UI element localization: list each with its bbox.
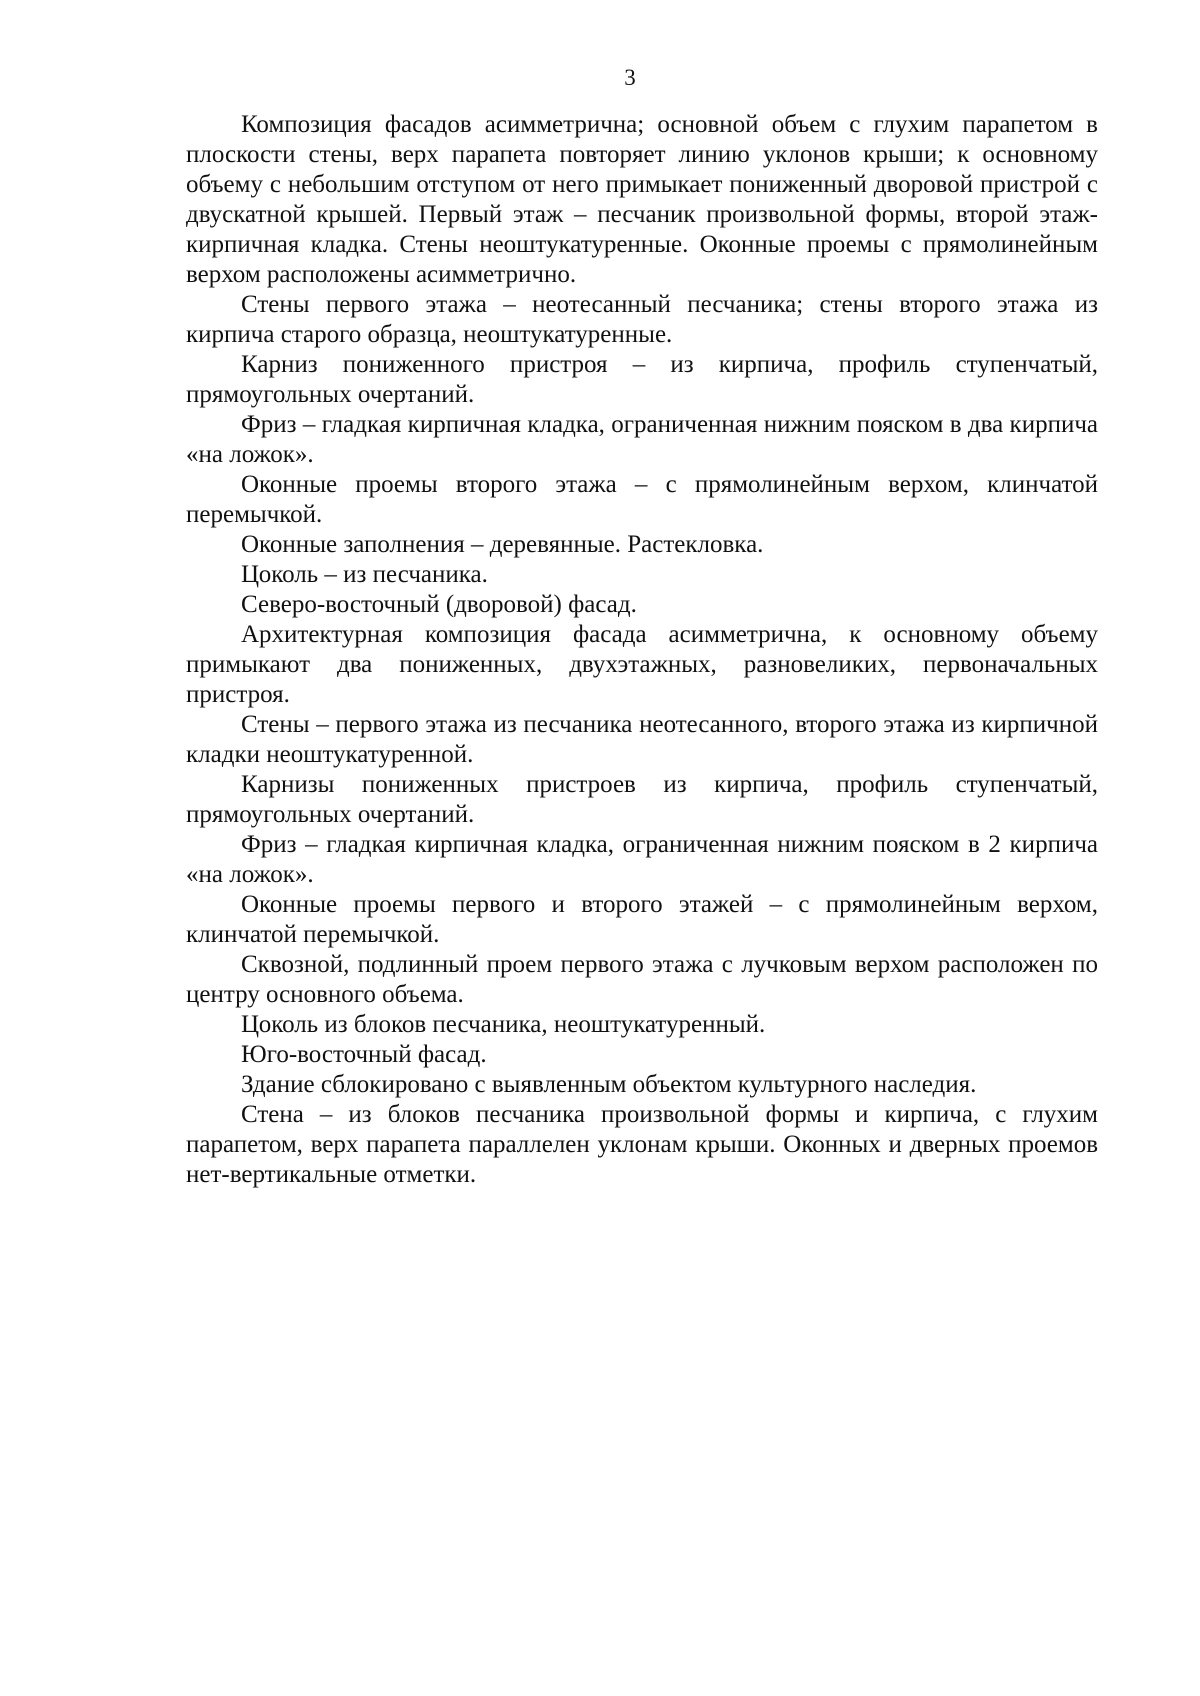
paragraph: Архитектурная композиция фасада асимметрична, к основному объему примыкают два пониженных, двухэтажных, разновеликих, первоначальных пристроя. bbox=[186, 621, 1098, 708]
paragraph: Оконные заполнения – деревянные. Растекловка. bbox=[241, 531, 764, 558]
paragraph: Композиция фасадов асимметрична; основной объем с глухим парапетом в плоскости стены, верх парапета повторяет линию уклонов крыши; к основному объему с небольшим отступом от него примыкает пониженный дворовой пристрой с двускатной крышей. Первый этаж – песчаник произвольной формы, второй этаж-кирпичная кладка. Стены неоштукатуренные. Оконные проемы с прямолинейным верхом расположены асимметрично. bbox=[186, 111, 1098, 288]
paragraph: Карниз пониженного пристроя – из кирпича, профиль ступенчатый, прямоугольных очертаний. bbox=[186, 351, 1098, 408]
paragraph: Цоколь – из песчаника. bbox=[241, 561, 488, 588]
paragraph: Здание сблокировано с выявленным объектом культурного наследия. bbox=[241, 1071, 977, 1098]
section-heading: Северо-восточный (дворовой) фасад. bbox=[241, 591, 637, 618]
document-body bbox=[186, 110, 1098, 1190]
paragraph: Фриз – гладкая кирпичная кладка, ограниченная нижним пояском в 2 кирпича «на ложок». bbox=[186, 831, 1098, 888]
section-heading: Юго-восточный фасад. bbox=[241, 1041, 487, 1068]
paragraph: Цоколь из блоков песчаника, неоштукатуренный. bbox=[241, 1011, 766, 1038]
paragraph: Оконные проемы второго этажа – с прямолинейным верхом, клинчатой перемычкой. bbox=[186, 471, 1098, 528]
paragraph: Стена – из блоков песчаника произвольной формы и кирпича, с глухим парапетом, верх парапета параллелен уклонам крыши. Оконных и дверных проемов нет-вертикальные отметки. bbox=[186, 1101, 1098, 1188]
paragraph: Сквозной, подлинный проем первого этажа с лучковым верхом расположен по центру основного объема. bbox=[186, 951, 1098, 1008]
paragraph: Оконные проемы первого и второго этажей – с прямолинейным верхом, клинчатой перемычкой. bbox=[186, 891, 1098, 948]
paragraph: Стены – первого этажа из песчаника неотесанного, второго этажа из кирпичной кладки неоштукатуренной. bbox=[186, 711, 1098, 768]
paragraph: Стены первого этажа – неотесанный песчаника; стены второго этажа из кирпича старого образца, неоштукатуренные. bbox=[186, 291, 1098, 348]
page-number: 3 bbox=[624, 65, 636, 90]
paragraph: Карнизы пониженных пристроев из кирпича, профиль ступенчатый, прямоугольных очертаний. bbox=[186, 771, 1098, 828]
paragraph: Фриз – гладкая кирпичная кладка, ограниченная нижним пояском в два кирпича «на ложок». bbox=[186, 411, 1098, 468]
